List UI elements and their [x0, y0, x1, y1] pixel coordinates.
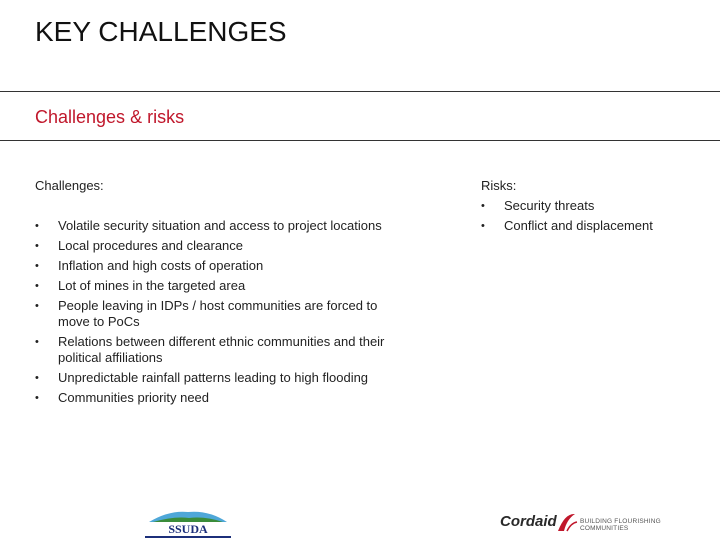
challenges-list — [35, 218, 405, 410]
bottom-divider — [0, 140, 720, 141]
cordaid-tagline: BUILDING FLOURISHING COMMUNITIES — [580, 518, 661, 532]
cordaid-logo — [500, 511, 705, 533]
bullet-icon: • — [35, 280, 39, 292]
challenges-heading: Challenges: — [35, 178, 104, 193]
challenge-item — [35, 258, 405, 274]
bullet-icon: • — [35, 260, 39, 272]
bullet-icon: • — [35, 372, 39, 384]
challenge-item — [35, 370, 405, 386]
risks-list — [481, 198, 701, 238]
risk-item — [481, 218, 701, 234]
challenge-text: Volatile security situation and access to project locations — [58, 218, 382, 233]
risk-item — [481, 198, 701, 214]
challenge-text: People leaving in IDPs / host communities are forced to move to PoCs — [58, 298, 378, 329]
bullet-icon: • — [35, 336, 39, 348]
challenge-text: Lot of mines in the targeted area — [58, 278, 246, 293]
ssuda-logo-text: SSUDA — [168, 522, 208, 536]
challenge-item — [35, 390, 405, 406]
challenge-text: Communities priority need — [58, 390, 210, 405]
challenge-item — [35, 298, 405, 330]
bullet-icon: • — [481, 200, 485, 212]
slide-subtitle: Challenges & risks — [35, 107, 185, 127]
risk-text: Conflict and displacement — [504, 218, 653, 233]
bullet-icon: • — [35, 220, 39, 232]
cordaid-mark-icon — [555, 511, 579, 533]
bullet-icon: • — [35, 300, 39, 312]
ssuda-logo — [139, 508, 237, 540]
challenge-item — [35, 278, 405, 294]
cordaid-logo-text: Cordaid — [500, 513, 557, 530]
risks-heading: Risks: — [481, 178, 517, 193]
challenge-text: Inflation and high costs of operation — [58, 258, 264, 273]
challenge-item — [35, 218, 405, 234]
bullet-icon: • — [481, 220, 485, 232]
challenge-text: Unpredictable rainfall patterns leading to high flooding — [58, 370, 369, 385]
challenge-text: Relations between different ethnic communities and their political affiliations — [58, 334, 385, 365]
challenge-item — [35, 334, 405, 366]
challenge-text: Local procedures and clearance — [58, 238, 244, 253]
top-divider — [0, 91, 720, 92]
bullet-icon: • — [35, 240, 39, 252]
slide-title: KEY CHALLENGES — [35, 16, 287, 47]
challenge-item — [35, 238, 405, 254]
bullet-icon: • — [35, 392, 39, 404]
risk-text: Security threats — [504, 198, 595, 213]
